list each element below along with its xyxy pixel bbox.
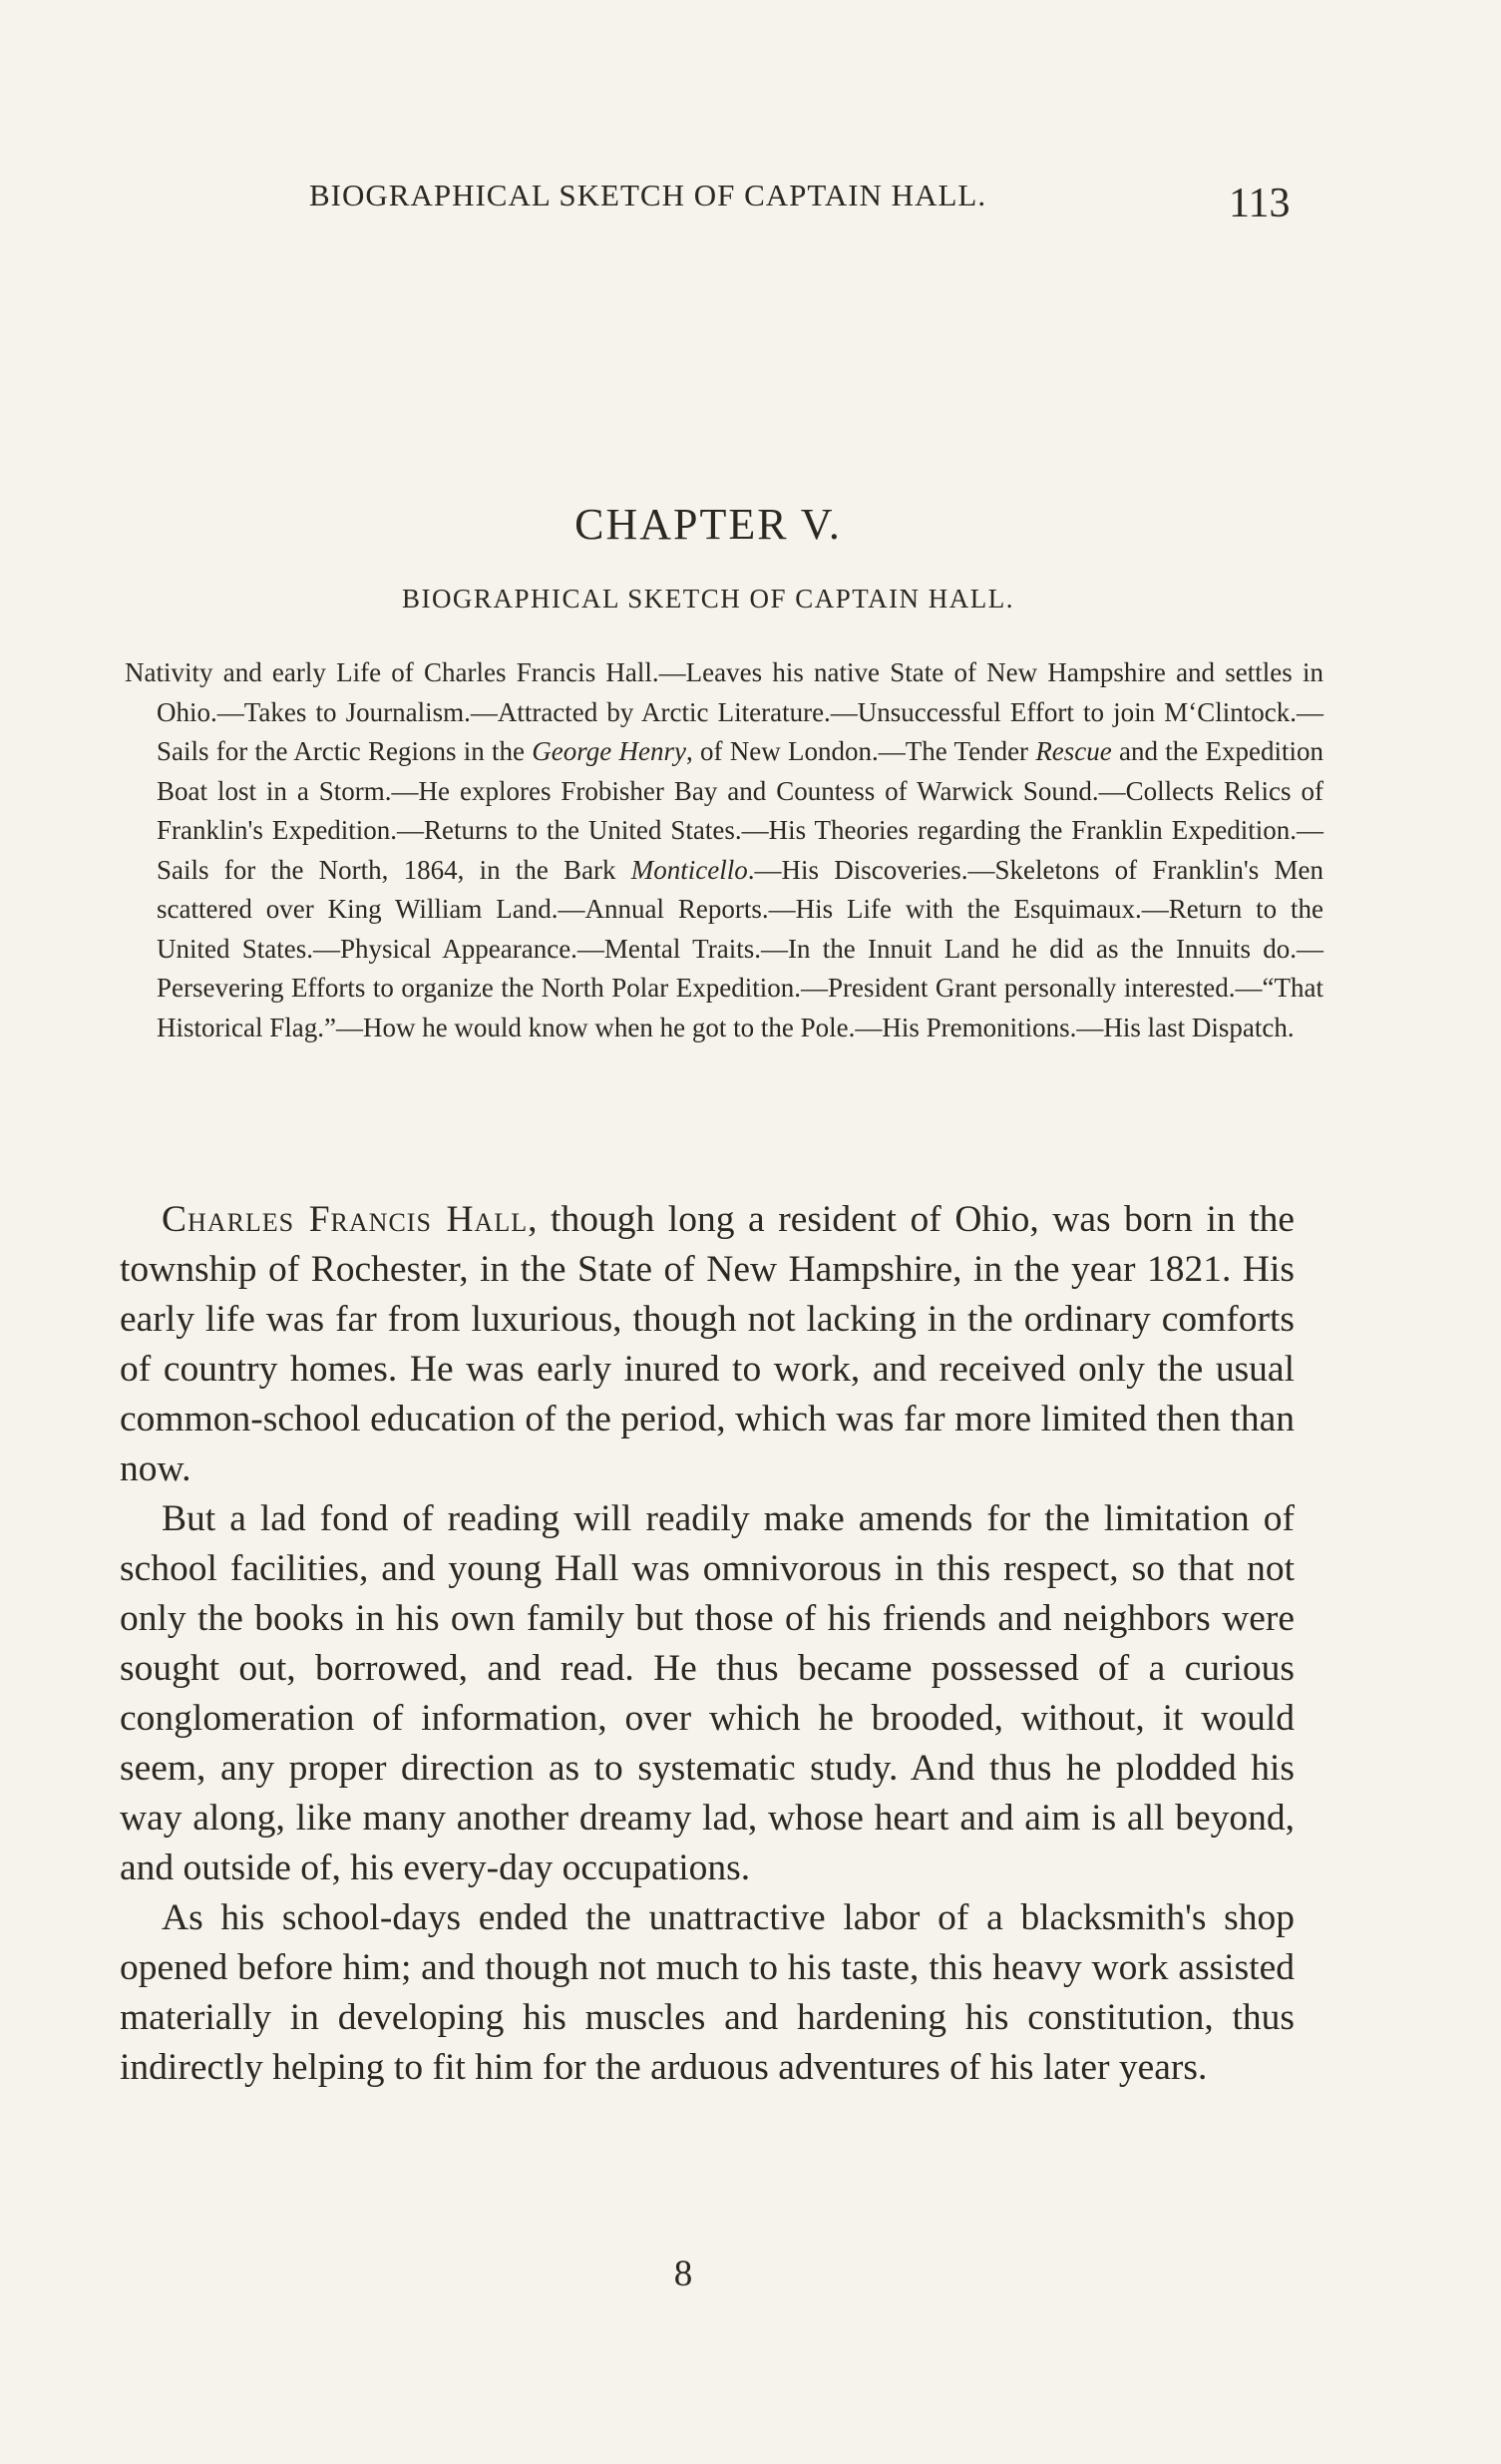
paragraph-2: But a lad fond of reading will readily make amends for the limitation of school facilities, and young Hall was omnivorous in this respect, so that not only the books in his own family but those of his friends and neighbors were sought out, borrowed, and read. He thus became possessed of a curious conglomeration of information, over which he brooded, without, it would seem, any proper direction as to systematic study. And thus he plodded his way along, like many another dreamy lad, whose heart and aim is all beyond, and outside of, his every-day occupations.	[120, 1498, 1295, 1888]
ship-name-monticello: Monticello	[630, 854, 748, 885]
ship-name-rescue: Rescue	[1035, 736, 1112, 766]
paragraph-3: As his school-days ended the unattractive labor of a blacksmith's shop opened before him; and though not much to his taste, this heavy work assisted materially in developing his muscles and hardening his constitution, thus indirectly helping to fit him for the arduous adventures of his later years.	[120, 1897, 1295, 2088]
chapter-subtitle: BIOGRAPHICAL SKETCH OF CAPTAIN HALL.	[401, 584, 1015, 614]
running-head: BIOGRAPHICAL SKETCH OF CAPTAIN HALL.	[309, 178, 987, 212]
ship-name-george-henry: George Henry	[532, 736, 686, 766]
paragraph-1-text: , though long a resident of Ohio, was born in the township of Rochester, in the State of New Hampshire, in the year 1821. His early life was far from luxurious, though not lacking in the ordinary comforts of country homes. He was early inured to work, and received only the usual common-school education of the period, which was far more limited then than now.	[120, 1199, 1296, 1489]
synopsis-text: , of New London.—The Tender	[685, 736, 1036, 766]
chapter-title: CHAPTER V.	[574, 500, 842, 549]
synopsis-text: and the Expedition Boat lost in a Storm.—He explores Frobisher Bay and Countess of Warwick Sound.—Collects Relics of Franklin's Expedition.—Returns to the United States.—His Theories regarding the Franklin Expedition.—Sails for the North, 1864, in the Bark	[157, 736, 1323, 885]
body-text	[120, 1195, 1295, 2093]
signature-mark: 8	[673, 2254, 693, 2294]
lead-in-name: Charles Francis Hall	[162, 1199, 529, 1240]
page-number: 113	[1229, 181, 1291, 226]
chapter-synopsis	[125, 653, 1323, 1047]
synopsis-text: .—His Discoveries.—Skeletons of Franklin's Men scattered over King William Land.—Annual Reports.—His Life with the Esquimaux.—Return to the United States.—Physical Appearance.—Mental Traits.—In the Innuit Land he did as the Innuits do.—Persevering Efforts to organize the North Polar Expedition.—President Grant personally interested.—“That Historical Flag.”—How he would know when he got to the Pole.—His Premonitions.—His last Dispatch.	[157, 854, 1323, 1042]
paragraph-1	[120, 1195, 1295, 1494]
synopsis-text: Nativity and early Life of Charles Francis Hall.—Leaves his native State of New Hampshire and settles in Ohio.—Takes to Journalism.—Attracted by Arctic Literature.—Unsuccessful Effort to join M‘Clintock.—Sails for the Arctic Regions in the	[125, 657, 1323, 766]
